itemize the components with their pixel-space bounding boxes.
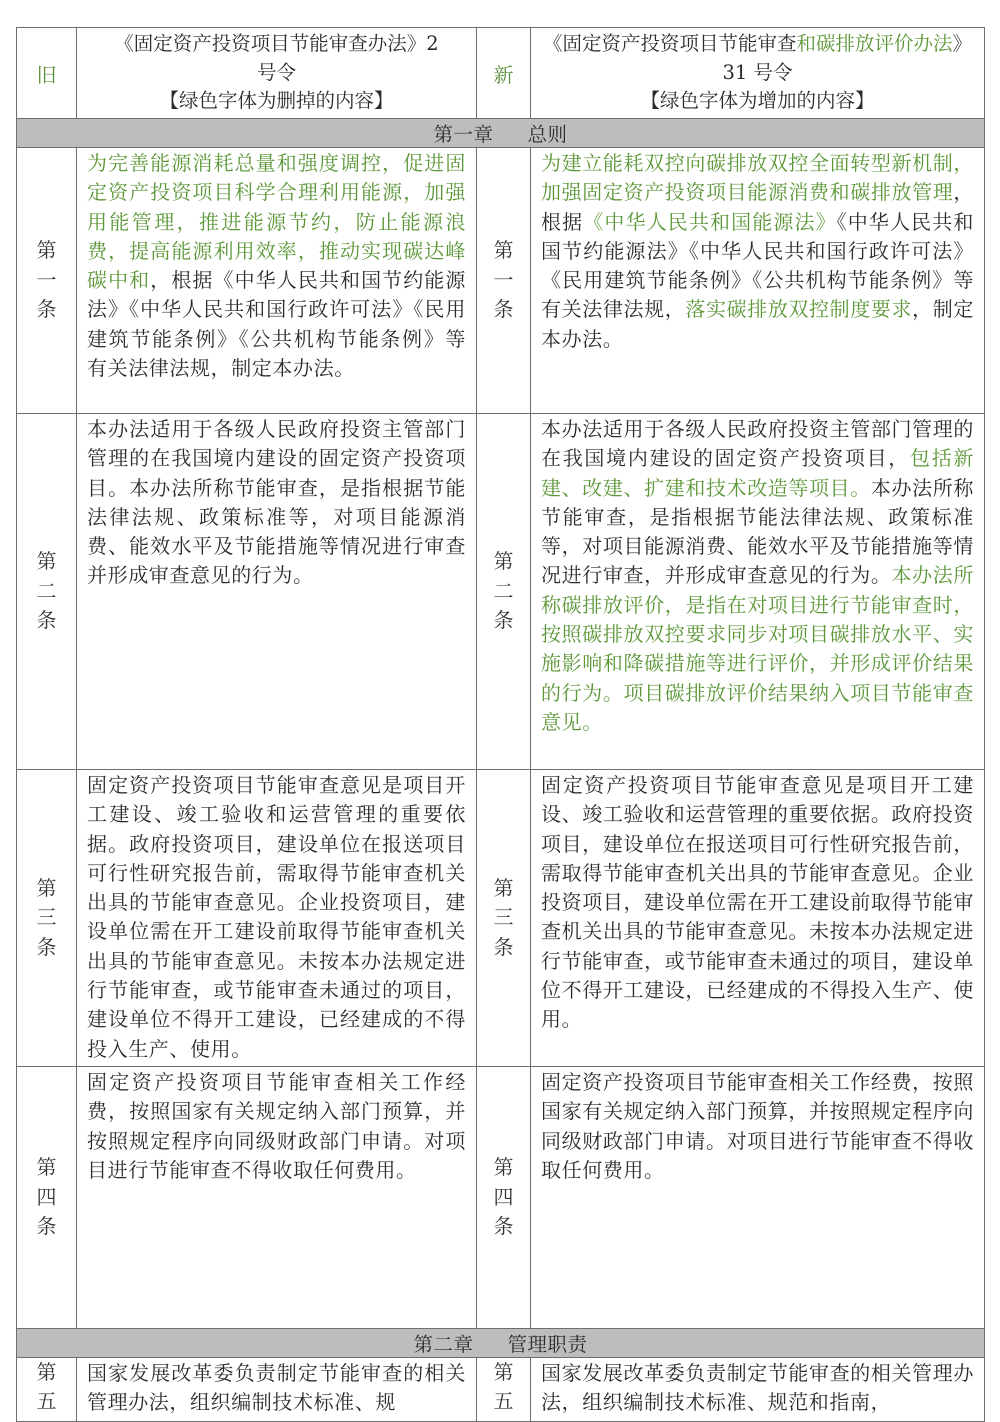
chapter-heading — [17, 1328, 985, 1357]
new-title-added-part: 和碳排放评价办法 — [796, 32, 953, 56]
highlighted-text: 本办法所称碳排放评价，是指在对项目进行节能审查时，按照碳排放双控要求同步对项目碳排放水平、实施影响和降碳措施等进行评价，并形成评价结果的行为。项目碳排放评价结果纳入项目节能审查意见。 — [541, 563, 975, 734]
article-label-char: 第 — [36, 875, 57, 900]
article-row — [17, 414, 985, 770]
chapter-number: 第一章 — [433, 123, 494, 146]
plain-text: 《中华人民共和国节约能源法》《中华人民共和国行政许可法》《民用建筑节能条例》《公共机构节能条例》等有关法律法规， — [541, 209, 975, 322]
article-label-old — [17, 1066, 77, 1328]
article-label-char: 一 — [493, 267, 514, 292]
article-label-char: 条 — [36, 1214, 57, 1239]
highlighted-text: 《中华人民共和国能源法》 — [583, 209, 837, 234]
new-title-part: 》31 号令 — [722, 32, 973, 84]
article-label-old — [17, 148, 77, 414]
article-row — [17, 1357, 985, 1421]
old-title-note: 【绿色字体为删掉的内容】 — [159, 89, 394, 113]
article-label-char: 五 — [493, 1388, 514, 1413]
plain-text: 国家发展改革委负责制定节能审查的相关管理办法，组织编制技术标准、规 — [87, 1360, 466, 1414]
article-label-old — [17, 1357, 77, 1421]
chapter-number: 第二章 — [413, 1332, 474, 1356]
old-title-line: 号令 — [256, 60, 296, 84]
plain-text: 固定资产投资项目节能审查相关工作经费，按照国家有关规定纳入部门预算，并按照规定程序向同级财政部门申请。对项目进行节能审查不得收取任何费用。 — [541, 1069, 974, 1182]
article-label-char: 条 — [493, 297, 514, 322]
article-label-char: 条 — [36, 608, 57, 633]
plain-text: 国家发展改革委负责制定节能审查的相关管理办法，组织编制技术标准、规范和指南， — [541, 1360, 974, 1414]
article-label-char: 第 — [493, 875, 514, 900]
article-label-new — [477, 1066, 531, 1328]
comparison-table — [16, 27, 985, 1422]
article-label-char: 第 — [36, 238, 57, 263]
plain-text: ，根据《中华人民共和国节约能源法》《中华人民共和国行政许可法》《民用建筑节能条例》《公共机构节能条例》等有关法律法规，制定本办法。 — [87, 268, 466, 381]
article-label-new — [477, 770, 531, 1067]
article-row — [17, 1066, 985, 1328]
header-row — [17, 28, 985, 119]
plain-text: 固定资产投资项目节能审查相关工作经费，按照国家有关规定纳入部门预算，并按照规定程序向同级财政部门申请。对项目进行节能审查不得收取任何费用。 — [87, 1069, 466, 1182]
old-version-label: 旧 — [17, 28, 77, 119]
article-label-char: 第 — [493, 1155, 514, 1180]
article-label-char: 二 — [493, 578, 514, 603]
chapter-title: 总则 — [527, 123, 568, 146]
article-label-new — [477, 414, 531, 770]
plain-text: 本办法适用于各级人民政府投资主管部门管理的在我国境内建设的固定资产投资项目。本办法所称节能审查，是指根据节能法律法规、政策标准等，对项目能源消费、能效水平及节能措施等情况进行审查并形成审查意见的行为。 — [87, 417, 466, 588]
article-label-char: 五 — [36, 1388, 57, 1413]
plain-text: 固定资产投资项目节能审查意见是项目开工建设、竣工验收和运营管理的重要依据。政府投资项目，建设单位在报送项目可行性研究报告前，需取得节能审查机关出具的节能审查意见。企业投资项目，建设单位需在开工建设前取得节能审查机关出具的节能审查意见。未按本办法规定进行节能审查，或节能审查未通过的项目，建设单位不得开工建设，已经建成的不得投入生产、使用。 — [87, 773, 466, 1061]
old-version-title — [77, 28, 477, 119]
new-title-note: 【绿色字体为增加的内容】 — [640, 89, 875, 113]
highlighted-text: 落实碳排放双控制度要求 — [685, 297, 913, 322]
highlighted-text: 为建立能耗双控向碳排放双控全面转型新机制，加强固定资产投资项目能源消费和碳排放管理 — [541, 151, 974, 205]
article-row — [17, 770, 985, 1067]
article-label-char: 条 — [36, 934, 57, 959]
highlighted-text: 包括新建、改建、扩建和技术改造等项目。 — [541, 446, 974, 500]
chapter-heading — [17, 119, 985, 148]
article-row — [17, 148, 985, 414]
article-label-char: 第 — [36, 1155, 57, 1180]
article-label-new — [477, 1357, 531, 1421]
article-text-old — [77, 1357, 477, 1421]
article-label-new — [477, 148, 531, 414]
article-label-char: 第 — [493, 238, 514, 263]
new-version-label: 新 — [477, 28, 531, 119]
article-text-new — [531, 770, 985, 1067]
article-label-char: 三 — [36, 905, 57, 930]
article-label-char: 第 — [493, 1359, 514, 1384]
article-label-char: 条 — [493, 1214, 514, 1239]
article-label-char: 二 — [36, 578, 57, 603]
article-label-char: 四 — [36, 1184, 57, 1209]
article-text-new — [531, 1357, 985, 1421]
new-version-title — [531, 28, 985, 119]
article-label-old — [17, 414, 77, 770]
plain-text: ，制定本办法。 — [541, 297, 974, 351]
plain-text: 本办法适用于各级人民政府投资主管部门管理的在我国境内建设的固定资产投资项目， — [541, 417, 974, 471]
article-text-old — [77, 148, 477, 414]
article-text-old — [77, 770, 477, 1067]
new-title-line — [539, 30, 976, 87]
article-text-new — [531, 148, 985, 414]
article-text-old — [77, 414, 477, 770]
article-label-char: 条 — [493, 608, 514, 633]
article-label-char: 第 — [36, 1359, 57, 1384]
article-text-new — [531, 1066, 985, 1328]
old-title-line: 《固定资产投资项目节能审查办法》2 — [114, 32, 439, 56]
chapter-title: 管理职责 — [507, 1332, 588, 1356]
article-label-char: 第 — [36, 549, 57, 574]
article-label-char: 一 — [36, 267, 57, 292]
article-label-char: 条 — [493, 934, 514, 959]
article-text-old — [77, 1066, 477, 1328]
comparison-document — [16, 27, 984, 1422]
plain-text: ，根据 — [541, 180, 974, 234]
article-label-char: 条 — [36, 297, 57, 322]
plain-text: 固定资产投资项目节能审查意见是项目开工建设、竣工验收和运营管理的重要依据。政府投资项目，建设单位在报送项目可行性研究报告前，需取得节能审查机关出具的节能审查意见。企业投资项目，建设单位需在开工建设前取得节能审查机关出具的节能审查意见。未按本办法规定进行节能审查，或节能审查未通过的项目，建设单位不得开工建设，已经建成的不得投入生产、使用。 — [541, 773, 974, 1032]
article-label-char: 第 — [493, 549, 514, 574]
article-label-old — [17, 770, 77, 1067]
new-title-part: 《固定资产投资项目节能审查 — [542, 32, 797, 56]
article-label-char: 三 — [493, 905, 514, 930]
chapter-row — [17, 1328, 985, 1357]
article-label-char: 四 — [493, 1184, 514, 1209]
chapter-row — [17, 119, 985, 148]
article-text-new — [531, 414, 985, 770]
plain-text: 本办法所称节能审查，是指根据节能法律法规、政策标准等，对项目能源消费、能效水平及节能措施等情况进行审查，并形成审查意见的行为。 — [541, 475, 974, 588]
highlighted-text: 为完善能源消耗总量和强度调控，促进固定资产投资项目科学合理利用能源，加强用能管理，推进能源节约，防止能源浪费，提高能源利用效率，推动实现碳达峰碳中和 — [87, 151, 466, 293]
